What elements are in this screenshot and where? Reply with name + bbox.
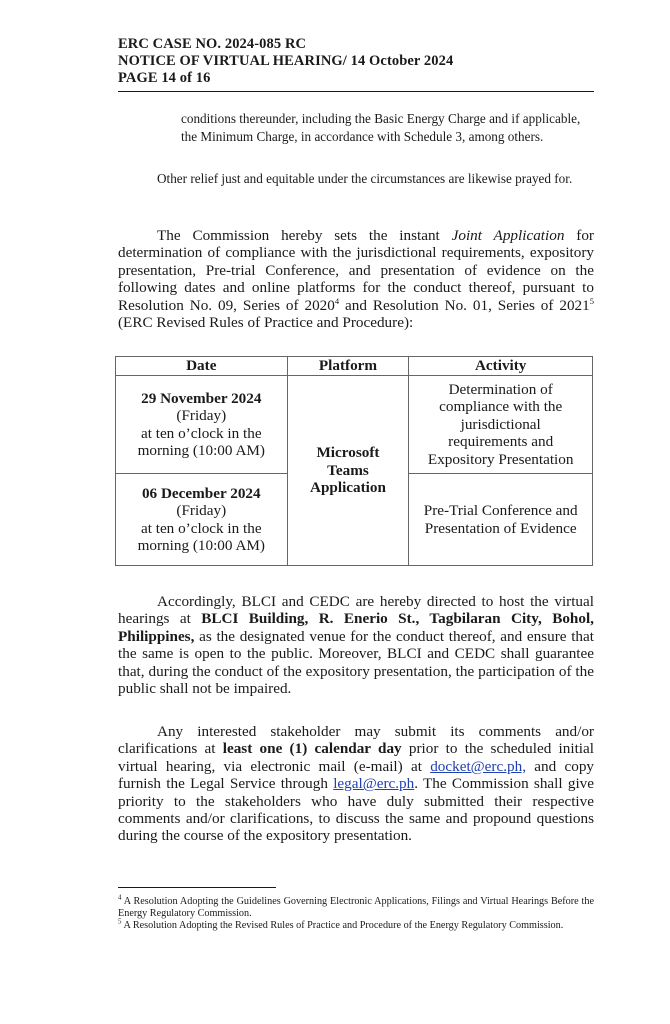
activity-line: Pre-Trial Conference and	[423, 502, 578, 520]
case-number: ERC CASE NO. 2024-085 RC	[118, 36, 307, 52]
header-date: Date	[116, 357, 288, 376]
activity-line: Expository Presentation	[427, 450, 574, 468]
platform-line: Microsoft	[316, 444, 380, 462]
hearing-time: morning (10:00 AM)	[137, 441, 265, 459]
hearing-day: (Friday)	[176, 407, 227, 425]
activity-line: Determination of	[448, 380, 553, 398]
header-activity: Activity	[409, 357, 593, 376]
date-cell	[116, 474, 288, 566]
footnote-ref-4: 4	[334, 295, 340, 306]
legal-email-link[interactable]: legal@erc.ph	[333, 775, 415, 793]
activity-cell	[409, 474, 593, 566]
venue-address: BLCI Building, R. Enerio St., Tagbilaran City, Bohol, Philippines,	[118, 610, 594, 645]
activity-line: requirements and	[448, 433, 554, 451]
hearing-time: at ten o’clock in the	[140, 424, 262, 442]
footnote-rule	[118, 887, 276, 888]
activity-cell	[409, 376, 593, 474]
footnote-ref-5: 5	[589, 295, 594, 306]
activity-line: compliance with the	[439, 398, 563, 416]
conditions-paragraph: conditions thereunder, including the Basic Energy Charge and if applicable, the Minimum Charge, in accordance with Schedule 3, among others.	[181, 111, 581, 144]
relief-paragraph: Other relief just and equitable under the circumstances are likewise prayed for.	[157, 171, 573, 186]
commission-paragraph: The Commission hereby sets the instant Joint Application for determination of compliance with the jurisdictional requirements, expository presentation, Pre-trial Conference, and presentation of evidence on the following dates and online platforms for the conduct thereof, pursuant to Resolution No. 09, Series of 2020$^4$ and Resolution No. 01, Series of 2021$^5$ (ERC Revised Rules of Practice and Procedure):	[118, 227, 594, 332]
footnote-5: $^5$ A Resolution Adopting the Revised Rules of Practice and Procedure of the Energy Regulatory Commission.	[118, 917, 564, 931]
hearing-time: at ten o’clock in the	[140, 519, 262, 537]
footnotes	[118, 893, 594, 932]
page-header	[118, 36, 594, 87]
platform-line: Application	[309, 479, 386, 497]
platform-line: Teams	[327, 461, 369, 479]
table-row	[116, 376, 593, 474]
activity-line: jurisdictional	[460, 415, 541, 433]
date-cell	[116, 376, 288, 474]
joint-application-text: Joint Application	[451, 227, 565, 244]
footnote-4: $^4$ A Resolution Adopting the Guidelines Governing Electronic Applications, Filings and Virtual Hearings Before the Energy Regulatory Commission.	[118, 893, 594, 919]
stakeholder-paragraph: Any interested stakeholder may submit its comments and/or clarifications at least one (1) calendar day prior to the scheduled initial virtual hearing, via electronic mail (e-mail) at docket@erc.ph, and copy furnish the Legal Service through legal@erc.ph. The Commission shall give priority to the stakeholders who have duly submitted their respective comments and/or clarifications, to discuss the same and propound questions during the course of the expository presentation.	[118, 723, 595, 845]
activity-line: Presentation of Evidence	[424, 519, 577, 537]
accordingly-paragraph: Accordingly, BLCI and CEDC are hereby directed to host the virtual hearings at BLCI Building, R. Enerio St., Tagbilaran City, Bohol, Philippines, as the designated venue for the conduct thereof, and ensure that the same is open to the public. Moreover, BLCI and CEDC shall guarantee that, during the conduct of the expository presentation, the participation of the public shall not be impaired.	[118, 593, 594, 698]
schedule-table	[115, 356, 593, 566]
header-rule	[118, 91, 594, 92]
hearing-date: 06 December 2024	[141, 484, 261, 502]
docket-email-link[interactable]: docket@erc.ph,	[430, 757, 526, 775]
deadline-text: least one (1) calendar day	[222, 740, 402, 758]
header-platform: Platform	[287, 357, 409, 376]
hearing-day: (Friday)	[176, 502, 227, 520]
page-number: PAGE 14 of 16	[118, 70, 211, 86]
notice-title: NOTICE OF VIRTUAL HEARING/ 14 October 2024	[118, 53, 454, 69]
table-header-row	[116, 357, 593, 376]
hearing-time: morning (10:00 AM)	[137, 536, 265, 554]
platform-cell	[287, 376, 409, 566]
hearing-date: 29 November 2024	[141, 389, 262, 407]
